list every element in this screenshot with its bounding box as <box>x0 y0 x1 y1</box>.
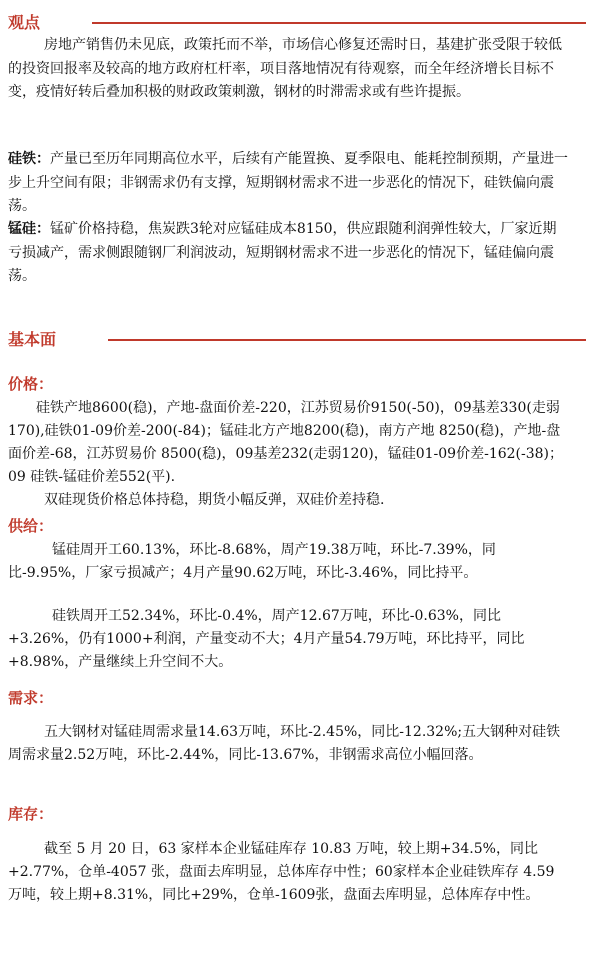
supply-simn-paragraph: 锰硅周开工60.13%，环比-8.68%，周产19.38万吨，环比-7.39%，同比-9.95%，厂家亏损减产；4月产量90.62万吨，环比-3.46%，同比持平。 <box>8 542 496 581</box>
simn-label: 锰硅： <box>8 221 50 237</box>
supply-heading: 供给： <box>8 517 54 535</box>
section-header-view <box>8 10 586 34</box>
section-divider <box>108 339 586 341</box>
sife-label: 硅铁： <box>8 151 50 167</box>
sife-view-paragraph: 硅铁：产量已至历年同期高位水平，后续有产能置换、夏季限电、能耗控制预期，产量进一步上升空间有限；非钢需求仍有支撑，短期钢材需求不进一步恶化的情况下，硅铁偏向震荡。 <box>8 151 568 214</box>
section-header-fundamentals <box>8 327 586 351</box>
demand-heading: 需求： <box>8 689 54 707</box>
section-title-fundamentals: 基本面 <box>8 330 57 349</box>
section-title-view: 观点 <box>8 13 41 32</box>
section-divider <box>92 22 586 24</box>
supply-sife-paragraph: 硅铁周开工52.34%，环比-0.4%，周产12.67万吨，环比-0.63%，同比+3.26%，仍有1000+利润，产量变动不大；4月产量54.79万吨，环比持平，同比+8.98%，产量继续上升空间不大。 <box>8 608 525 670</box>
inventory-heading: 库存： <box>8 805 54 823</box>
price-paragraph: 硅铁产地8600(稳)，产地-盘面价差-220，江苏贸易价9150(-50)，09基差330(走弱170),硅铁01-09价差-200(-84)；锰硅北方产地8200(稳)，南方产地 8250(稳)，产地-盘面价差-68，江苏贸易价 8500(稳)，09基差232(走弱120)，锰硅01-09价差-162(-38)；09 硅铁-锰硅价差552(平). <box>8 400 564 485</box>
price-heading: 价格： <box>8 375 54 393</box>
simn-view-paragraph: 锰硅：锰矿价格持稳，焦炭跌3轮对应锰硅成本8150，供应跟随利润弹性较大，厂家近期亏损减产，需求侧跟随钢厂利润波动，短期钢材需求不进一步恶化的情况下，锰硅偏向震荡。 <box>8 221 557 284</box>
demand-paragraph: 五大钢材对锰硅周需求量14.63万吨，环比-2.45%，同比-12.32%;五大钢种对硅铁周需求量2.52万吨，环比-2.44%，同比-13.67%，非钢需求高位小幅回落。 <box>8 724 561 763</box>
inventory-paragraph: 截至 5 月 20 日，63 家样本企业锰硅库存 10.83 万吨，较上期+34.5%，同比+2.77%，仓单-4057 张，盘面去库明显，总体库存中性；60家样本企业硅铁库存 4.59 万吨，较上期+8.31%，同比+29%，仓单-1609张，盘面去库明显，总体库存中性。 <box>8 841 555 903</box>
overview-paragraph: 房地产销售仍未见底，政策托而不举，市场信心修复还需时日，基建扩张受限于较低的投资回报率及较高的地方政府杠杆率，项目落地情况有待观察，而全年经济增长目标不变，疫情好转后叠加积极的财政政策刺激，钢材的时滞需求或有些许提振。 <box>8 37 562 100</box>
price-summary: 双硅现货价格总体持稳，期货小幅反弹，双硅价差持稳. <box>44 492 385 508</box>
